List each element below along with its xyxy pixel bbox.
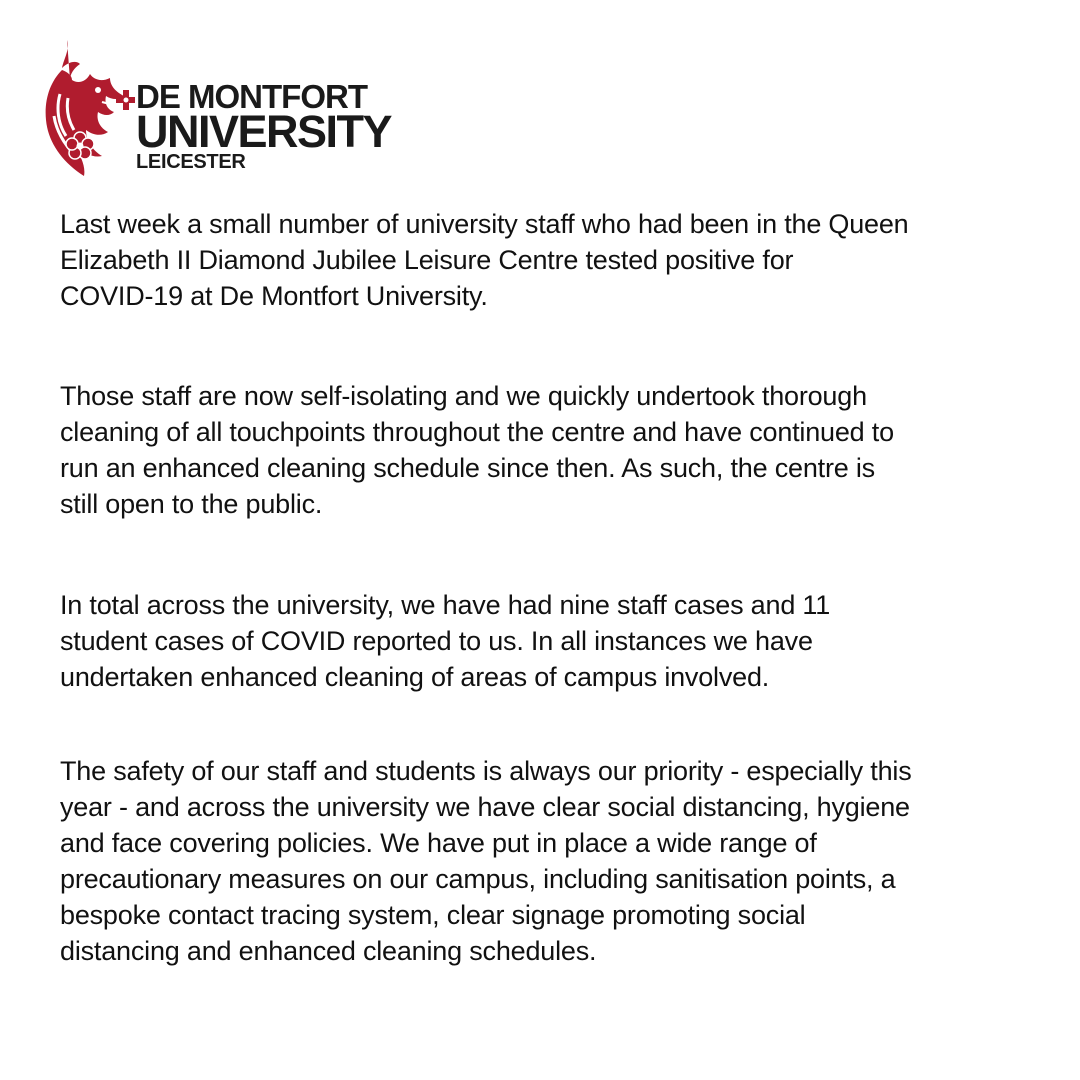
paragraph-line: student cases of COVID reported to us. In all instances we have [60, 626, 813, 656]
logo-line-university: UNIVERSITY [136, 106, 392, 157]
statement-paragraph [60, 753, 912, 969]
paragraph-line: The safety of our staff and students is always our priority - especially this [60, 756, 912, 786]
statement-paragraph [60, 206, 909, 314]
paragraph-line: year - and across the university we have clear social distancing, hygiene [60, 792, 910, 822]
logo-line-de-montfort: DE MONTFORT [136, 78, 367, 115]
statement-paragraph [60, 378, 894, 522]
paragraph-line: COVID-19 at De Montfort University. [60, 281, 488, 311]
paragraph-line: precautionary measures on our campus, including sanitisation points, a [60, 864, 896, 894]
paragraph-line: still open to the public. [60, 489, 323, 519]
paragraph-line: Last week a small number of university staff who had been in the Queen [60, 209, 909, 239]
paragraph-line: cleaning of all touchpoints throughout the centre and have continued to [60, 417, 894, 447]
paragraph-line: Elizabeth II Diamond Jubilee Leisure Centre tested positive for [60, 245, 794, 275]
logo-line-leicester: LEICESTER [136, 151, 246, 173]
paragraph-line: undertaken enhanced cleaning of areas of campus involved. [60, 662, 770, 692]
paragraph-line: Those staff are now self-isolating and we quickly undertook thorough [60, 381, 867, 411]
paragraph-line: and face covering policies. We have put in place a wide range of [60, 828, 817, 858]
paragraph-line: In total across the university, we have had nine staff cases and 11 [60, 590, 831, 620]
paragraph-line: run an enhanced cleaning schedule since then. As such, the centre is [60, 453, 875, 483]
paragraph-line: distancing and enhanced cleaning schedules. [60, 936, 597, 966]
statement-paragraph [60, 587, 830, 695]
university-logo [40, 38, 400, 183]
logo-wordmark [136, 78, 392, 173]
lion-crest-icon [40, 38, 135, 183]
paragraph-line: bespoke contact tracing system, clear signage promoting social [60, 900, 806, 930]
